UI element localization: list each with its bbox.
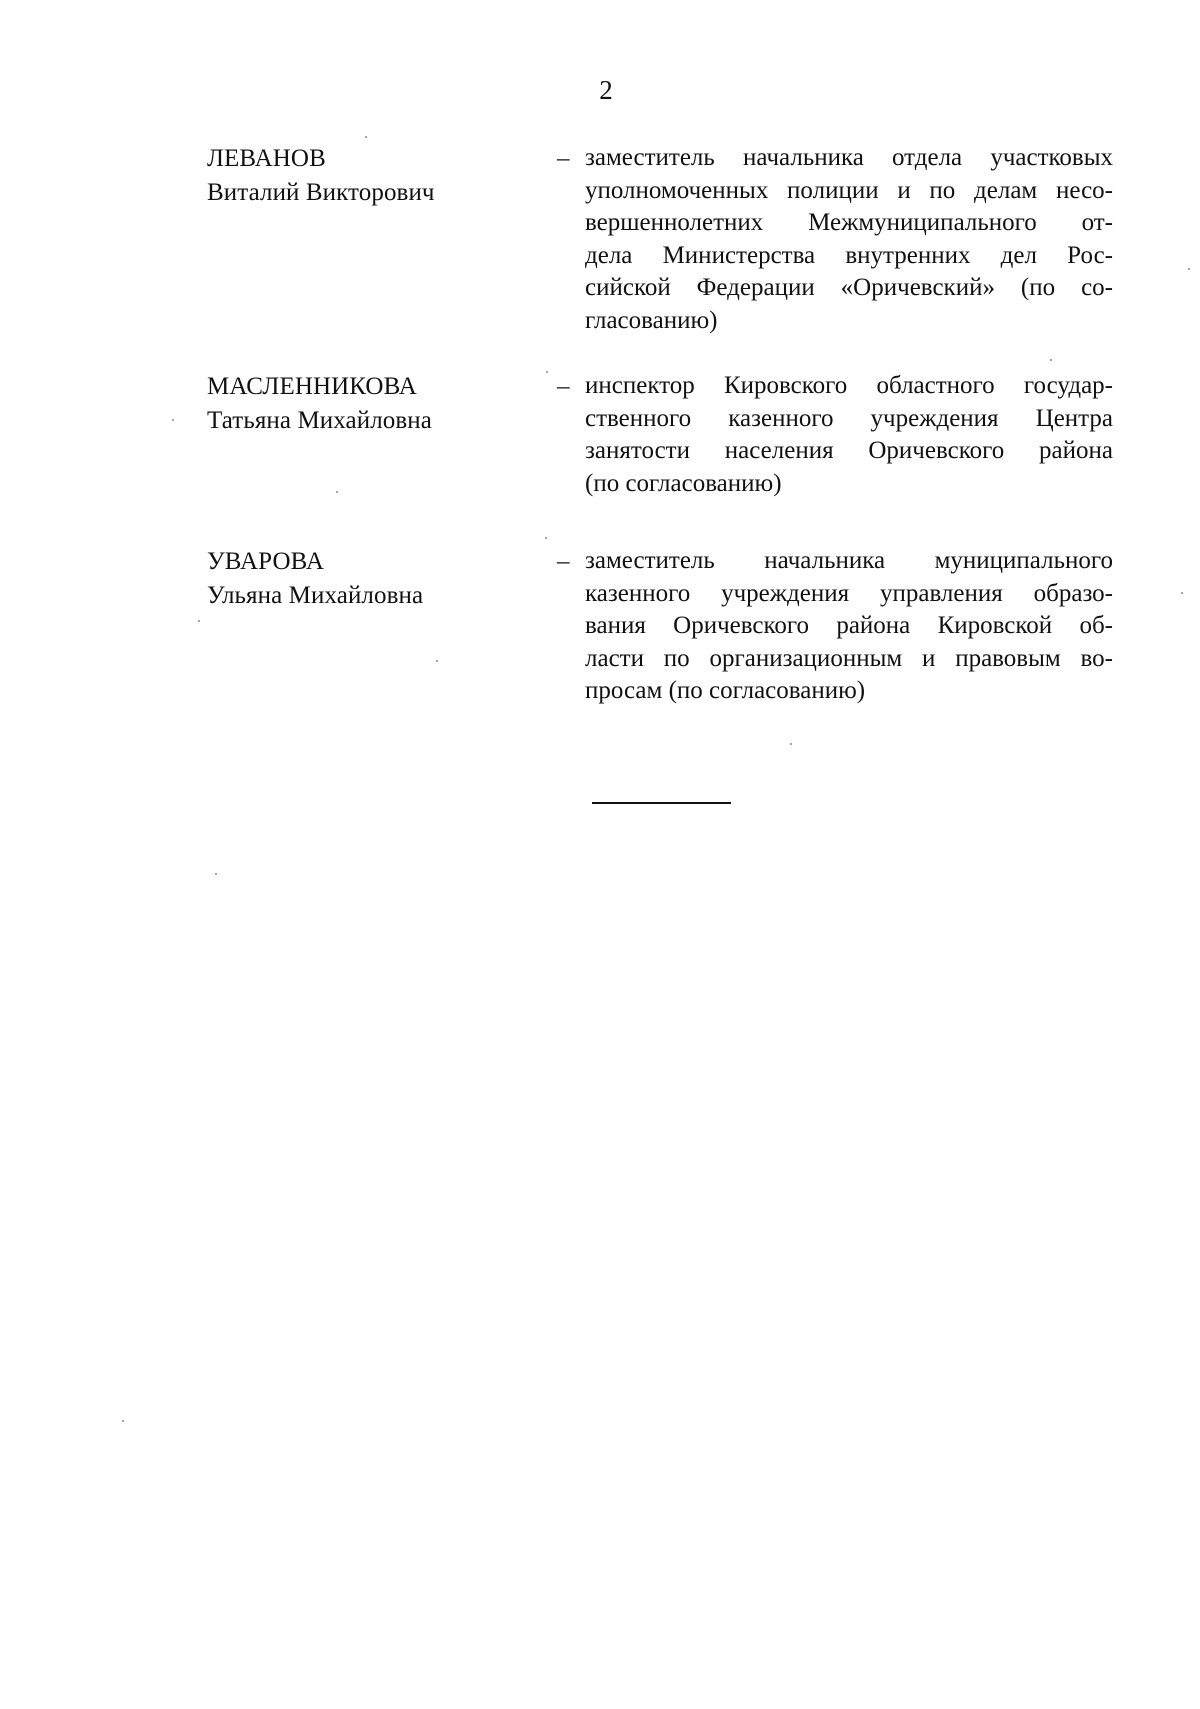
member-role: [585, 142, 1113, 338]
role-line: ласти по организационным и правовым во-: [585, 644, 1113, 672]
scan-speck: [546, 371, 548, 373]
role-line: вания Оричевского района Кировской об-: [585, 612, 1113, 640]
role-line: инспектор Кировского областного государ-: [585, 372, 1113, 399]
role-line: заместитель начальника отдела участковых: [585, 144, 1113, 171]
scan-speck: [365, 136, 367, 138]
member-role: [585, 370, 1113, 500]
member-surname: МАСЛЕННИКОВА: [207, 373, 417, 400]
member-name: [207, 545, 507, 613]
scan-speck: [172, 419, 174, 421]
role-line: занятости населения Оричевского района: [585, 437, 1113, 465]
member-name: [207, 142, 507, 210]
closing-rule: [592, 802, 731, 804]
scan-speck: [1050, 359, 1052, 361]
member-given-name: Ульяна Михайловна: [207, 582, 424, 609]
scan-speck: [336, 491, 338, 493]
role-line: заместитель начальника муниципального: [585, 547, 1113, 574]
scan-speck: [198, 620, 200, 622]
role-line: просам (по согласованию): [585, 677, 866, 705]
scan-speck: [545, 537, 547, 539]
role-line: вершеннолетних Межмуниципального от-: [585, 209, 1113, 237]
entry-dash: –: [557, 373, 570, 400]
scan-speck: [1188, 268, 1190, 270]
scan-speck: [790, 743, 792, 745]
role-line: гласованию): [585, 306, 718, 334]
scan-speck: [436, 660, 438, 662]
entry-dash: –: [557, 548, 570, 575]
role-line: (по согласованию): [585, 469, 782, 497]
member-name: [207, 370, 507, 438]
role-line: уполномоченных полиции и по делам несо-: [585, 176, 1113, 204]
page-number: 2: [599, 75, 613, 105]
member-surname: УВАРОВА: [207, 548, 324, 575]
role-line: дела Министерства внутренних дел Рос-: [585, 241, 1113, 269]
scan-speck: [215, 873, 217, 875]
role-line: ственного казенного учреждения Центра: [585, 404, 1113, 432]
entry-dash: –: [557, 145, 570, 172]
member-given-name: Татьяна Михайловна: [207, 407, 432, 434]
scan-speck: [122, 1420, 124, 1422]
member-surname: ЛЕВАНОВ: [207, 145, 326, 172]
member-given-name: Виталий Викторович: [207, 179, 435, 206]
role-line: сийской Федерации «Оричевский» (по со-: [585, 274, 1113, 302]
member-role: [585, 545, 1113, 708]
role-line: казенного учреждения управления образо-: [585, 579, 1113, 607]
scan-speck: [1181, 592, 1183, 594]
